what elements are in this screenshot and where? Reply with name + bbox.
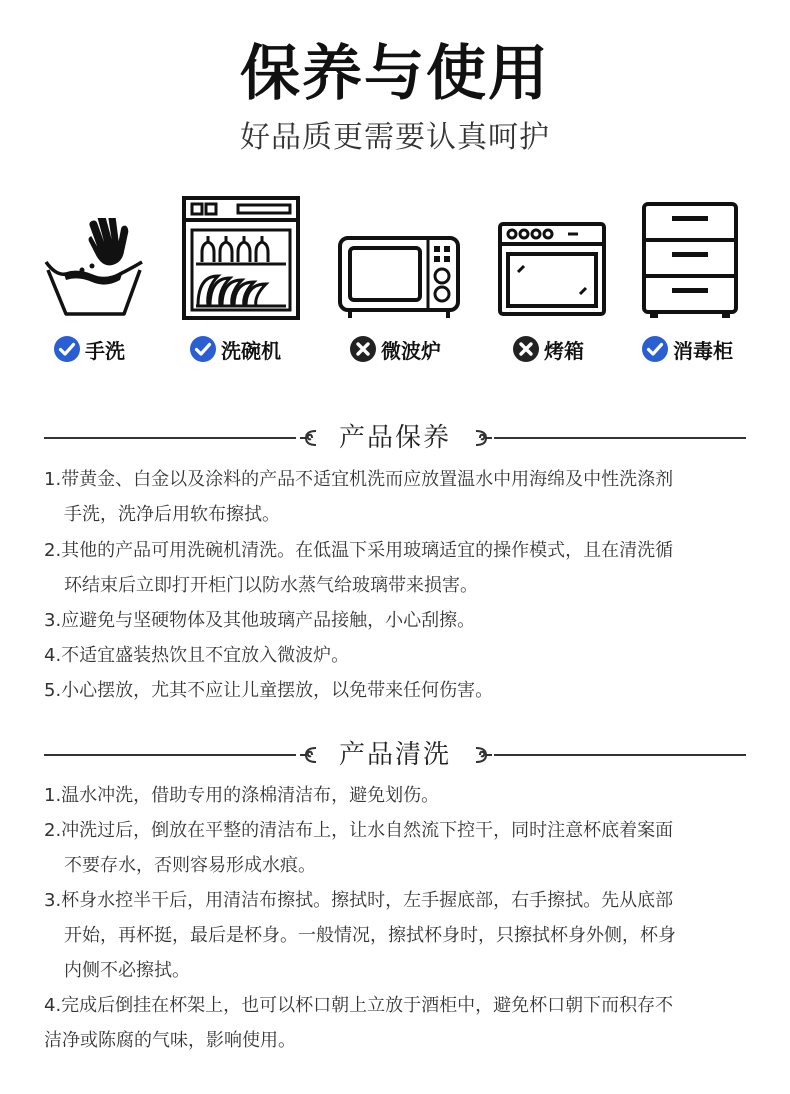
cleaning-item-line: 1.温水冲洗，借助专用的涤棉清洁布，避免划伤。 xyxy=(44,785,440,806)
dishwasher-label xyxy=(189,332,281,366)
check-circle-icon xyxy=(641,335,669,363)
care-item-line: 1.带黄金、白金以及涂料的产品不适宜机洗而应放置温水中用海绵及中性洗涤剂 xyxy=(44,469,674,490)
cleaning-section-header xyxy=(44,735,746,775)
care-item-3 xyxy=(44,603,750,638)
care-item-5 xyxy=(44,673,750,708)
cross-circle-icon xyxy=(349,335,377,363)
microwave-text: 微波炉 xyxy=(381,338,441,363)
cleaning-item-line: 不要存水，否则容易形成水痕。 xyxy=(64,855,316,876)
cleaning-item-line: 2.冲洗过后，倒放在平整的清洁布上，让水自然流下控干，同时注意杯底着案面 xyxy=(44,820,674,841)
flourish-ornament-icon xyxy=(472,427,494,449)
page-subtitle: 好品质更需要认真呵护 xyxy=(240,120,550,155)
disinfection-cabinet-icon xyxy=(642,202,738,320)
hand-wash-label xyxy=(53,332,125,366)
page-title: 保养与使用 xyxy=(240,39,550,109)
care-item-line: 4.不适宜盛装热饮且不宜放入微波炉。 xyxy=(44,645,350,666)
care-section-header xyxy=(44,418,746,458)
cross-circle-icon xyxy=(512,335,540,363)
care-item-1 xyxy=(44,462,750,532)
cleaning-item-line: 开始，再杯挺，最后是杯身。一般情况，擦拭杯身时，只擦拭杯身外侧，杯身 xyxy=(64,925,676,946)
care-item-line: 环结束后立即打开柜门以防水蒸气给玻璃带来损害。 xyxy=(64,575,478,596)
hand-wash-icon xyxy=(42,218,146,320)
check-circle-icon xyxy=(53,335,81,363)
cleaning-item-line: 内侧不必擦拭。 xyxy=(64,960,190,981)
check-circle-icon xyxy=(189,335,217,363)
cleaning-item-1 xyxy=(44,778,750,813)
oven-label xyxy=(512,332,584,366)
divider-line xyxy=(494,754,746,756)
cleaning-item-3 xyxy=(44,883,750,988)
microwave-label xyxy=(349,332,441,366)
disinfection-cabinet-text: 消毒柜 xyxy=(673,338,733,363)
dishwasher-icon xyxy=(182,196,300,320)
care-section-title: 产品保养 xyxy=(338,423,451,453)
flourish-ornament-icon xyxy=(472,744,494,766)
cleaning-item-line: 3.杯身水控半干后，用清洁布擦拭。擦拭时，左手握底部，右手擦拭。先从底部 xyxy=(44,890,674,911)
care-item-line: 2.其他的产品可用洗碗机清洗。在低温下采用玻璃适宜的操作模式，且在清洗循 xyxy=(44,540,674,561)
care-item-line: 手洗，洗净后用软布擦拭。 xyxy=(64,504,280,525)
care-item-line: 5.小心摆放，尤其不应让儿童摆放，以免带来任何伤害。 xyxy=(44,680,494,701)
oven-icon xyxy=(498,222,606,320)
care-item-4 xyxy=(44,638,750,673)
cleaning-section-title: 产品清洗 xyxy=(338,740,451,770)
divider-line xyxy=(494,437,746,439)
dishwasher-text: 洗碗机 xyxy=(221,338,281,363)
cleaning-item-4 xyxy=(44,988,750,1058)
disinfection-cabinet-label xyxy=(641,332,733,366)
care-item-2 xyxy=(44,533,750,603)
care-item-line: 3.应避免与坚硬物体及其他玻璃产品接触，小心刮擦。 xyxy=(44,610,476,631)
cleaning-item-2 xyxy=(44,813,750,883)
oven-text: 烤箱 xyxy=(544,338,584,363)
cleaning-item-line: 4.完成后倒挂在杯架上，也可以杯口朝上立放于酒柜中，避免杯口朝下而积存不 xyxy=(44,995,674,1016)
cleaning-item-line: 洁净或陈腐的气味，影响使用。 xyxy=(44,1030,296,1051)
microwave-icon xyxy=(338,236,460,320)
hand-wash-text: 手洗 xyxy=(85,338,125,363)
